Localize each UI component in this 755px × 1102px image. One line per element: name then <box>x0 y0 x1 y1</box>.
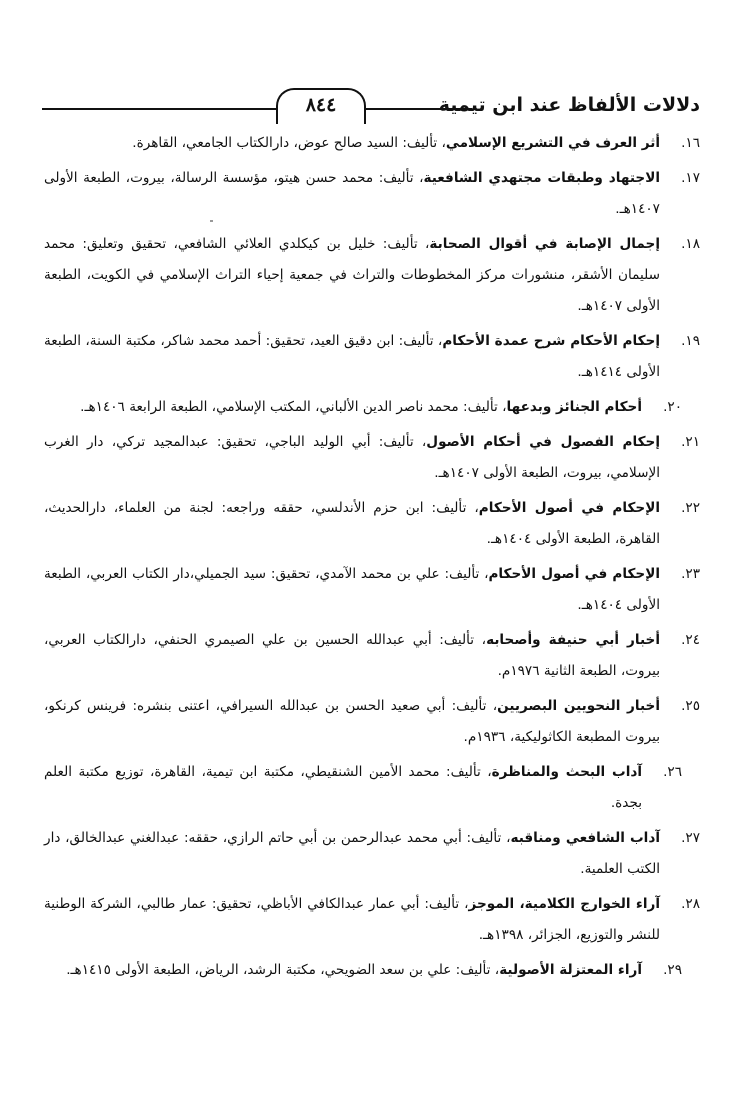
reference-entry <box>44 493 700 559</box>
reference-separator: ، <box>466 500 479 516</box>
reference-details: تأليف: أبي عمار عبدالكافي الأباظي، تحقيق: عمار طالبي، الشركة الوطنية للنشر والتوزيع، الجزائر، ١٣٩٨هـ. <box>44 896 660 943</box>
reference-title: إحكام الفصول في أحكام الأصول <box>426 434 660 450</box>
reference-details: تأليف: محمد ناصر الدين الألباني، المكتب الإسلامي، الطبعة الرابعة ١٤٠٦هـ. <box>80 399 498 415</box>
reference-entry <box>44 128 700 163</box>
reference-entry <box>44 691 700 757</box>
reference-number: ٢٣. <box>681 566 700 582</box>
reference-details: تأليف: أبي عبدالله الحسين بن علي الصيمري الحنفي، دارالكتاب العربي، بيروت، الطبعة الثانية ١٩٧٦م. <box>44 632 660 679</box>
reference-title: آراء الخوارج الكلامية، الموجز <box>468 896 660 912</box>
reference-number: ٢٦. <box>663 764 682 780</box>
reference-separator: ، <box>413 434 427 450</box>
reference-entry <box>44 889 700 955</box>
reference-separator: ، <box>480 764 492 780</box>
reference-separator: ، <box>437 135 446 151</box>
reference-entry <box>44 427 700 493</box>
reference-title: الاجتهاد وطبقات مجتهدي الشافعية <box>423 170 660 186</box>
reference-separator: ، <box>497 399 507 415</box>
references-list <box>44 128 700 990</box>
reference-entry <box>44 955 700 990</box>
reference-title: آداب الشافعي ومناقبه <box>510 830 660 846</box>
reference-details: تأليف: محمد الأمين الشنقيطي، مكتبة ابن تيمية، القاهرة، توزيع مكتبة العلم بجدة. <box>44 764 642 811</box>
reference-entry <box>44 823 700 889</box>
reference-title: إجمال الإصابة في أقوال الصحابة <box>429 236 660 252</box>
reference-details: تأليف: أبي صعيد الحسن بن عبدالله السيرافي، اعتنى بنشره: فرينس كرنكو، بيروت المطبعة الكاثوليكية، ١٩٣٦م. <box>44 698 660 745</box>
reference-number: ١٦. <box>681 135 700 151</box>
reference-details: تأليف: السيد صالح عوض، دارالكتاب الجامعي، القاهرة. <box>132 135 438 151</box>
reference-separator: ، <box>486 698 498 714</box>
reference-number: ٢٥. <box>681 698 700 714</box>
reference-entry <box>44 163 700 229</box>
reference-details: تأليف: أبي الوليد الباجي، تحقيق: عبدالمجيد تركي، دار الغرب الإسلامي، بيروت، الطبعة الأولى ١٤٠٧هـ. <box>44 434 660 481</box>
reference-separator: ، <box>479 566 489 582</box>
reference-number: ٢١. <box>681 434 700 450</box>
reference-number: ٢٩. <box>663 962 682 978</box>
reference-details: تأليف: أبي محمد عبدالرحمن بن أبي حاتم الرازي، حققه: عبدالغني عبدالخالق، دار الكتب العلمية. <box>44 830 660 877</box>
reference-title: أحكام الجنائز وبدعها <box>506 399 642 415</box>
reference-title: آراء المعتزلة الأصولية <box>499 962 642 978</box>
reference-title: أخبار أبي حنيفة وأصحابه <box>486 632 660 648</box>
running-header <box>42 80 700 124</box>
reference-number: ١٨. <box>681 236 700 252</box>
reference-separator: ، <box>417 236 430 252</box>
reference-entry <box>44 326 700 392</box>
reference-entry <box>44 757 700 823</box>
reference-number: ٢٠. <box>663 399 682 415</box>
reference-title: أخبار النحويين البصريين <box>497 698 660 714</box>
reference-separator: ، <box>459 896 469 912</box>
book-title: دلالات الألفاظ عند ابن تيمية <box>438 94 700 116</box>
reference-separator: ، <box>490 962 500 978</box>
scan-speck <box>210 220 213 222</box>
reference-details: تأليف: محمد حسن هيتو، مؤسسة الرسالة، بيروت، الطبعة الأولى ١٤٠٧هـ. <box>44 170 660 217</box>
reference-title: الإحكام في أصول الأحكام <box>478 500 660 516</box>
reference-title: أثر العرف في التشريع الإسلامي <box>445 135 660 151</box>
reference-details: تأليف: خليل بن كيكلدي العلائي الشافعي، تحقيق وتعليق: محمد سليمان الأشقر، منشورات مركز المخطوطات والتراث في جمعية إحياء التراث الإسلامي في الكويت، الطبعة الأولى ١٤٠٧هـ. <box>44 236 660 314</box>
reference-details: تأليف: ابن دقيق العيد، تحقيق: أحمد محمد شاكر، مكتبة السنة، الطبعة الأولى ١٤١٤هـ. <box>44 333 660 380</box>
reference-details: تأليف: علي بن سعد الضويحي، مكتبة الرشد، الرياض، الطبعة الأولى ١٤١٥هـ. <box>66 962 491 978</box>
reference-number: ٢٨. <box>681 896 700 912</box>
reference-details: تأليف: علي بن محمد الآمدي، تحقيق: سيد الجميلي،دار الكتاب العربي، الطبعة الأولى ١٤٠٤هـ. <box>44 566 660 613</box>
reference-separator: ، <box>413 170 424 186</box>
reference-entry <box>44 229 700 326</box>
reference-entry <box>44 559 700 625</box>
reference-title: الإحكام في أصول الأحكام <box>488 566 660 582</box>
header-rule-left <box>42 108 276 110</box>
page-number: ٨٤٤ <box>276 88 366 124</box>
reference-details: تأليف: ابن حزم الأندلسي، حققه وراجعه: لجنة من العلماء، دارالحديث، القاهرة، الطبعة الأولى ١٤٠٤هـ. <box>44 500 660 547</box>
reference-number: ٢٧. <box>681 830 700 846</box>
reference-number: ٢٢. <box>681 500 700 516</box>
reference-separator: ، <box>474 632 487 648</box>
reference-title: آداب البحث والمناظرة <box>491 764 643 780</box>
reference-number: ١٩. <box>681 333 700 349</box>
reference-number: ١٧. <box>681 170 700 186</box>
reference-separator: ، <box>433 333 443 349</box>
reference-entry <box>44 392 700 427</box>
reference-separator: ، <box>501 830 511 846</box>
reference-title: إحكام الأحكام شرح عمدة الأحكام <box>442 333 660 349</box>
reference-number: ٢٤. <box>681 632 700 648</box>
reference-entry <box>44 625 700 691</box>
